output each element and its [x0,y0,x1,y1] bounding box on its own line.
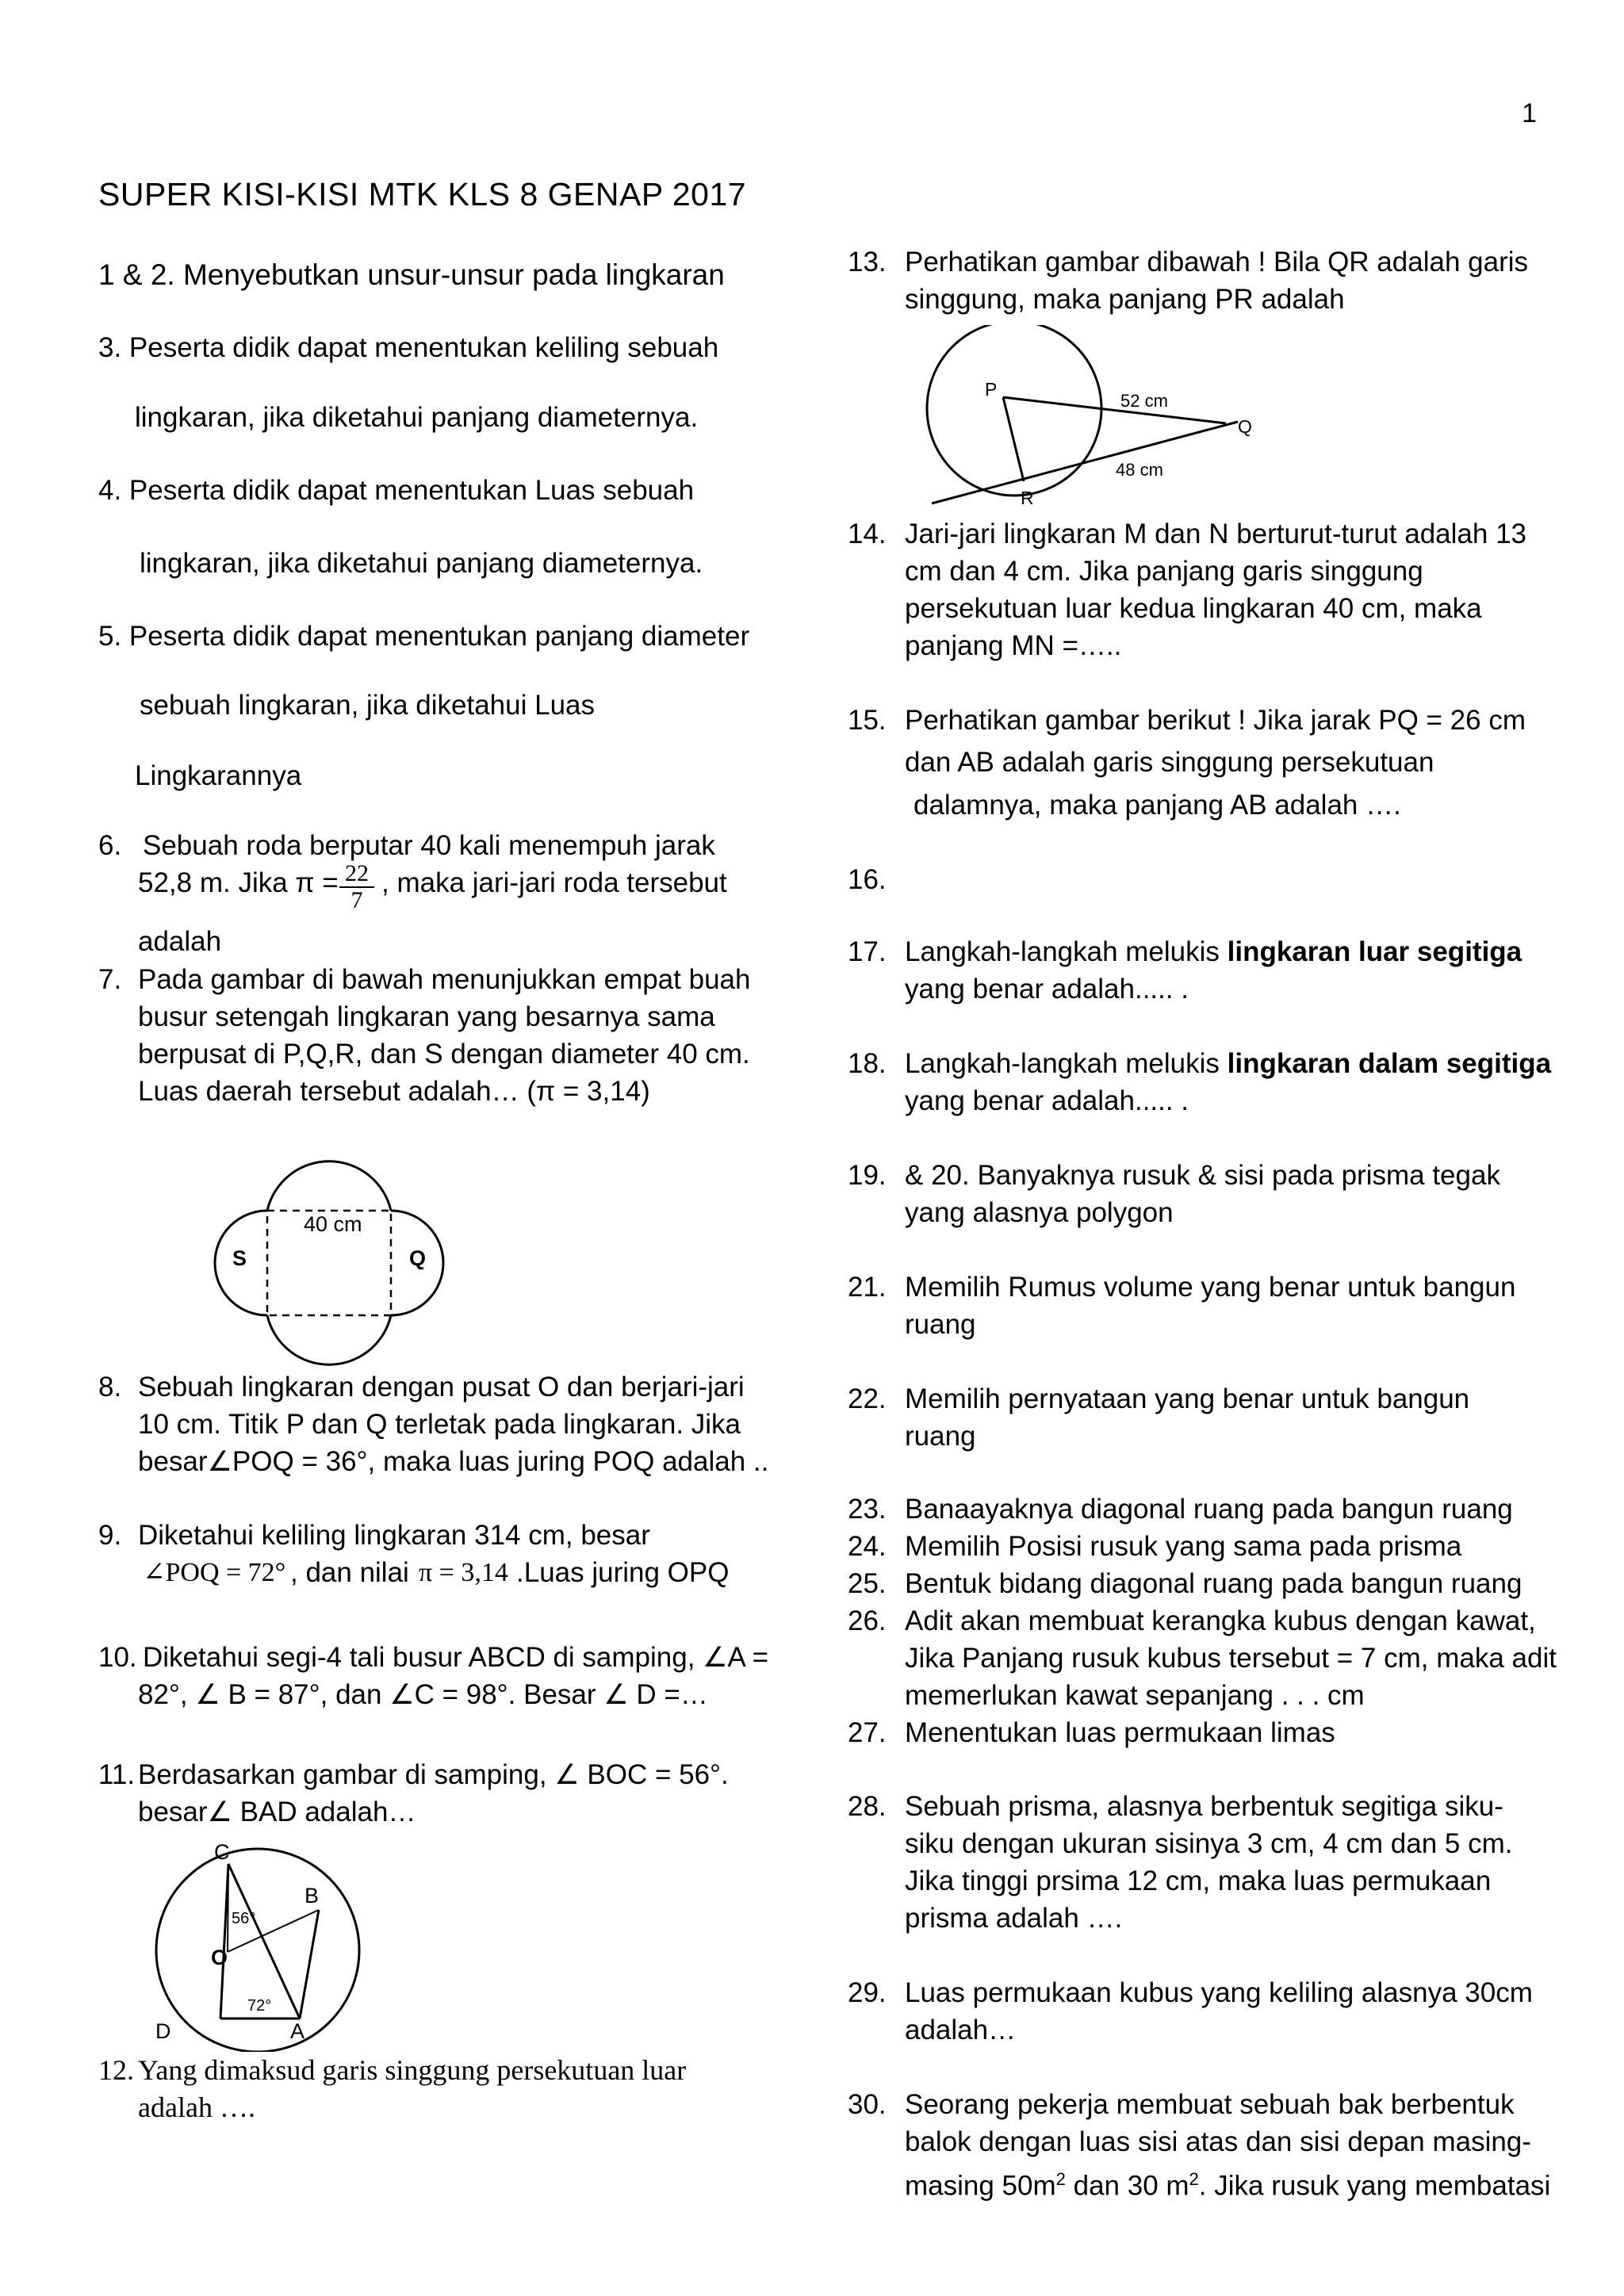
fig11-label-d: D [155,2019,171,2043]
bottom-semicircle [267,1315,391,1364]
q11-line1: Berdasarkan gambar di samping, ∠ BOC = 56°. [138,1759,729,1790]
q13-line1: Perhatikan gambar dibawah ! Bila QR adalah garis [905,247,1528,277]
q16-number: 16. [848,864,887,895]
item-3-line2: lingkaran, jika diketahui panjang diameternya. [135,402,699,433]
q30-line1: Seorang pekerja membuat sebuah bak berbentuk [905,2089,1515,2120]
circle-p [927,325,1101,496]
item-1-2: 1 & 2. Menyebutkan unsur-unsur pada lingkaran [98,258,725,291]
q14-line4: panjang MN =….. [905,630,1122,661]
q13-line2: singgung, maka panjang PR adalah [905,284,1345,315]
q18-line2: yang benar adalah..... . [905,1085,1189,1116]
q6-fraction-numerator: 22 [345,860,369,886]
q18-line1 [905,1045,1551,1082]
q21-number: 21. [848,1272,887,1303]
figure-tangent-circle [908,325,1281,515]
q29-number: 29. [848,1977,887,2008]
q14-line1: Jari-jari lingkaran M dan N berturut-turut adalah 13 [905,519,1526,549]
q13-number: 13. [848,247,887,277]
fig13-label-rq: 48 cm [1116,460,1163,480]
q7-line1: Pada gambar di bawah menunjukkan empat buah [138,964,751,995]
q17-bold-text: lingkaran luar segitiga [1227,936,1522,967]
q27-number: 27. [848,1717,887,1748]
q10-line1: Diketahui segi-4 tali busur ABCD di samping, ∠A = [143,1642,769,1673]
q8-line3: besar∠POQ = 36°, maka luas juring POQ adalah .. [138,1446,769,1477]
q26-number: 26. [848,1605,887,1636]
q9-number: 9. [98,1520,122,1551]
segment-pr [1003,397,1024,481]
q29-line2: adalah… [905,2015,1017,2045]
q6-line2b: , maka jari-jari roda tersebut [381,867,727,898]
q30-text-a: masing 50m [905,2170,1056,2202]
q28-number: 28. [848,1791,887,1822]
page-number: 1 [1522,98,1537,128]
q24-number: 24. [848,1531,887,1562]
q30-line3 [905,2160,1550,2205]
q24-line: Memilih Posisi rusuk yang sama pada prisma [905,1531,1462,1562]
fig7-label-40cm: 40 cm [304,1212,362,1236]
q18-bold-text: lingkaran dalam segitiga [1227,1048,1552,1079]
q7-line4: Luas daerah tersebut adalah… (π = 3,14) [138,1076,650,1107]
q18-number: 18. [848,1048,887,1079]
q29-line1: Luas permukaan kubus yang keliling alasnya 30cm [905,1977,1533,2008]
q30-sup-2: 2 [1189,2169,1199,2189]
q25-number: 25. [848,1568,887,1599]
q14-line2: cm dan 4 cm. Jika panjang garis singgung [905,556,1423,587]
q26-line1: Adit akan membuat kerangka kubus dengan kawat, [905,1605,1536,1636]
q14-line3: persekutuan luar kedua lingkaran 40 cm, maka [905,593,1482,624]
q26-line3: memerlukan kawat sepanjang . . . cm [905,1680,1365,1711]
segment-pq [1003,397,1226,423]
q15-line3: dalamnya, maka panjang AB adalah …. [914,790,1401,821]
q26-line2: Jika Panjang rusuk kubus tersebut = 7 cm, maka adit [905,1643,1557,1674]
item-5-line2: sebuah lingkaran, jika diketahui Luas [140,690,595,721]
q11-number: 11. [98,1759,136,1790]
q6-line2a: 52,8 m. Jika π = [138,867,339,898]
q6-line3: adalah [138,926,222,957]
q17-number: 17. [848,936,887,967]
item-5-line1: 5. Peserta didik dapat menentukan panjang diameter [98,621,750,652]
q14-number: 14. [848,519,887,549]
fig11-label-o: O [211,1946,228,1969]
q6-fraction [339,861,374,913]
q9-line1: Diketahui keliling lingkaran 314 cm, besar [138,1520,650,1551]
fig13-label-pq: 52 cm [1120,391,1168,411]
q30-number: 30. [848,2089,887,2120]
q23-line: Banaayaknya diagonal ruang pada bangun ruang [905,1494,1513,1525]
fig11-angle-72: 72° [247,1997,272,2015]
q28-line3: Jika tinggi prsima 12 cm, maka luas permukaan [905,1866,1492,1896]
q10-line2: 82°, ∠ B = 87°, dan ∠C = 98°. Besar ∠ D =… [138,1679,708,1710]
fig13-label-p: P [985,379,998,400]
q8-number: 8. [98,1372,122,1402]
item-4-line2: lingkaran, jika diketahui panjang diameternya. [140,548,703,579]
tangent-line-qr [932,422,1238,503]
figure-cyclic-quadrilateral [143,1838,381,2052]
q17-line1 [905,933,1522,970]
q30-line2: balok dengan luas sisi atas dan sisi depan masing- [905,2126,1531,2157]
q30-sup-1: 2 [1055,2169,1066,2189]
q21-line2: ruang [905,1309,976,1340]
q17-line2: yang benar adalah..... . [905,974,1189,1004]
fig11-label-b: B [304,1884,320,1908]
q28-line4: prisma adalah …. [905,1903,1123,1934]
q15-number: 15. [848,705,887,736]
item-3-line1: 3. Peserta didik dapat menentukan keliling sebuah [98,332,719,363]
fig7-label-q: Q [409,1246,427,1270]
q28-line2: siku dengan ukuran sisinya 3 cm, 4 cm dan 5 cm. [905,1828,1513,1859]
circle [156,1849,359,2052]
q19-number: 19. [848,1160,887,1191]
item-4-line1: 4. Peserta didik dapat menentukan Luas sebuah [98,475,695,506]
fig13-label-r: R [1021,488,1034,508]
fig13-label-q: Q [1238,416,1252,437]
q30-text-c: . Jika rusuk yang membatasi [1198,2170,1551,2202]
q12-line1: Yang dimaksud garis singgung persekutuan luar [138,2054,687,2086]
chord-ca [228,1864,300,2019]
q7-line3: berpusat di P,Q,R, dan S dengan diameter 40 cm. [138,1039,750,1070]
q6-fraction-denominator: 7 [350,887,363,913]
q22-line2: ruang [905,1421,976,1452]
figure-four-semicircles [178,1122,464,1383]
fig11-label-a: A [290,2019,305,2043]
q11-line2: besar∠ BAD adalah… [138,1797,416,1827]
q15-line2: dan AB adalah garis singgung persekutuan [905,747,1434,778]
q18-text: Langkah-langkah melukis [905,1048,1228,1079]
q19-line1: & 20. Banyaknya rusuk & sisi pada prisma tegak [905,1160,1500,1191]
fig11-angle-56: 56° [232,1910,256,1927]
fig7-label-s: S [232,1246,247,1270]
q6-line1: Sebuah roda berputar 40 kali menempuh jarak [143,830,715,861]
page-title: SUPER KISI-KISI MTK KLS 8 GENAP 2017 [98,176,747,212]
q9-pi-expression: π = 3,14 [419,1558,508,1587]
q25-line: Bentuk bidang diagonal ruang pada bangun ruang [905,1568,1522,1599]
q8-line2: 10 cm. Titik P dan Q terletak pada lingkaran. Jika [138,1409,741,1440]
fig11-label-c: C [214,1840,230,1864]
q12-line2: adalah …. [138,2091,255,2123]
q10-number: 10. [98,1642,137,1673]
q21-line1: Memilih Rumus volume yang benar untuk bangun [905,1272,1516,1303]
chord-ab [300,1910,319,2019]
q8-line1: Sebuah lingkaran dengan pusat O dan berjari-jari [138,1372,745,1402]
q12-number: 12. [98,2054,134,2086]
q22-number: 22. [848,1383,887,1414]
q15-line1: Perhatikan gambar berikut ! Jika jarak PQ = 26 cm [905,705,1526,736]
q28-line1: Sebuah prisma, alasnya berbentuk segitiga siku- [905,1791,1503,1822]
q22-line1: Memilih pernyataan yang benar untuk bangun [905,1383,1470,1414]
top-semicircle [267,1161,391,1211]
q9-angle-expression: ∠POQ = 72° [143,1558,286,1587]
q30-text-b: dan 30 m [1065,2170,1189,2202]
q7-line2: busur setengah lingkaran yang besarnya sama [138,1001,715,1032]
q17-text: Langkah-langkah melukis [905,936,1228,967]
q9-line2-post: .Luas juring OPQ [516,1557,730,1588]
q6-number: 6. [98,830,122,861]
q9-line2-mid: , dan nilai [290,1557,409,1588]
q7-number: 7. [98,964,122,995]
q27-line: Menentukan luas permukaan limas [905,1717,1335,1748]
q23-number: 23. [848,1494,887,1525]
q19-line2: yang alasnya polygon [905,1197,1174,1228]
item-5-line3: Lingkarannya [135,760,302,791]
